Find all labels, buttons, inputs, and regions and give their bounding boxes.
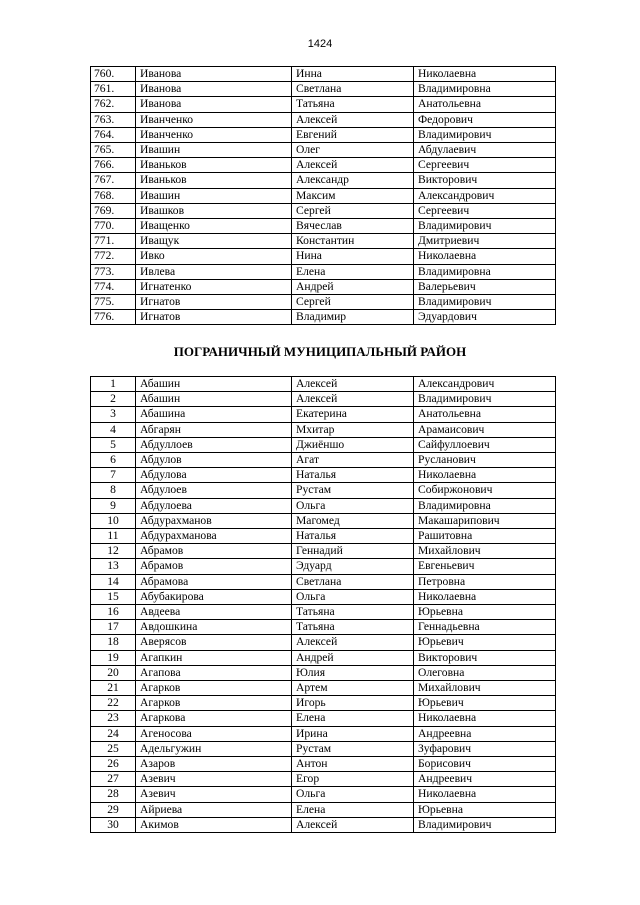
patronymic-cell: Арамаисович (414, 422, 556, 437)
row-number-cell: 18 (91, 635, 136, 650)
surname-cell: Акимов (136, 817, 292, 832)
surname-cell: Абгарян (136, 422, 292, 437)
first-name-cell: Екатерина (292, 407, 414, 422)
surname-cell: Абашина (136, 407, 292, 422)
surname-cell: Аверясов (136, 635, 292, 650)
first-name-cell: Татьяна (292, 620, 414, 635)
table-row (91, 513, 556, 528)
first-name-cell: Сергей (292, 295, 414, 310)
table-row (91, 173, 556, 188)
table-row (91, 437, 556, 452)
row-number-cell: 775. (91, 295, 136, 310)
table-row (91, 726, 556, 741)
row-number-cell: 26 (91, 757, 136, 772)
first-name-cell: Юлия (292, 665, 414, 680)
row-number-cell: 1 (91, 377, 136, 392)
table-row (91, 422, 556, 437)
surname-cell: Азаров (136, 757, 292, 772)
row-number-cell: 762. (91, 97, 136, 112)
table-row (91, 681, 556, 696)
surname-cell: Абдурахманова (136, 529, 292, 544)
table-row (91, 203, 556, 218)
table-row (91, 264, 556, 279)
table-row (91, 279, 556, 294)
patronymic-cell: Федорович (414, 112, 556, 127)
table-row (91, 468, 556, 483)
surname-cell: Абдулоев (136, 483, 292, 498)
surname-cell: Авдеева (136, 605, 292, 620)
row-number-cell: 767. (91, 173, 136, 188)
surname-cell: Ивашин (136, 188, 292, 203)
table-row (91, 407, 556, 422)
table-row (91, 112, 556, 127)
table-row (91, 392, 556, 407)
surname-cell: Агапкин (136, 650, 292, 665)
patronymic-cell: Владимирович (414, 219, 556, 234)
row-number-cell: 5 (91, 437, 136, 452)
row-number-cell: 28 (91, 787, 136, 802)
table-row (91, 529, 556, 544)
surname-cell: Иванова (136, 97, 292, 112)
table-row (91, 453, 556, 468)
surname-cell: Иванова (136, 82, 292, 97)
table-row (91, 143, 556, 158)
first-name-cell: Вячеслав (292, 219, 414, 234)
first-name-cell: Геннадий (292, 544, 414, 559)
patronymic-cell: Борисович (414, 757, 556, 772)
patronymic-cell: Сайфуллоевич (414, 437, 556, 452)
first-name-cell: Ольга (292, 589, 414, 604)
first-name-cell: Алексей (292, 158, 414, 173)
row-number-cell: 29 (91, 802, 136, 817)
table-row (91, 82, 556, 97)
table-row (91, 772, 556, 787)
first-name-cell: Ольга (292, 498, 414, 513)
patronymic-cell: Юрьевич (414, 696, 556, 711)
table-row (91, 787, 556, 802)
first-name-cell: Владимир (292, 310, 414, 325)
table-row (91, 310, 556, 325)
patronymic-cell: Юрьевич (414, 635, 556, 650)
surname-cell: Иваньков (136, 158, 292, 173)
first-name-cell: Сергей (292, 203, 414, 218)
row-number-cell: 19 (91, 650, 136, 665)
table-row (91, 234, 556, 249)
patronymic-cell: Михайлович (414, 544, 556, 559)
patronymic-cell: Николаевна (414, 468, 556, 483)
row-number-cell: 21 (91, 681, 136, 696)
roster-table-2 (90, 376, 556, 833)
first-name-cell: Егор (292, 772, 414, 787)
patronymic-cell: Петровна (414, 574, 556, 589)
patronymic-cell: Сергеевич (414, 158, 556, 173)
table-row (91, 665, 556, 680)
page-number: 1424 (307, 38, 333, 50)
table-row (91, 741, 556, 756)
row-number-cell: 20 (91, 665, 136, 680)
surname-cell: Абдурахманов (136, 513, 292, 528)
row-number-cell: 27 (91, 772, 136, 787)
first-name-cell: Магомед (292, 513, 414, 528)
table-row (91, 589, 556, 604)
surname-cell: Абдулоева (136, 498, 292, 513)
row-number-cell: 22 (91, 696, 136, 711)
first-name-cell: Агат (292, 453, 414, 468)
row-number-cell: 23 (91, 711, 136, 726)
row-number-cell: 3 (91, 407, 136, 422)
first-name-cell: Рустам (292, 741, 414, 756)
patronymic-cell: Викторович (414, 173, 556, 188)
first-name-cell: Светлана (292, 82, 414, 97)
first-name-cell: Алексей (292, 817, 414, 832)
first-name-cell: Андрей (292, 279, 414, 294)
first-name-cell: Ирина (292, 726, 414, 741)
surname-cell: Иванченко (136, 127, 292, 142)
surname-cell: Абрамов (136, 559, 292, 574)
surname-cell: Абрамов (136, 544, 292, 559)
table-row (91, 97, 556, 112)
patronymic-cell: Николаевна (414, 787, 556, 802)
surname-cell: Ивко (136, 249, 292, 264)
row-number-cell: 774. (91, 279, 136, 294)
table-row (91, 635, 556, 650)
first-name-cell: Максим (292, 188, 414, 203)
table-row (91, 249, 556, 264)
roster-table-2-body (91, 377, 556, 833)
first-name-cell: Татьяна (292, 605, 414, 620)
surname-cell: Абубакирова (136, 589, 292, 604)
patronymic-cell: Анатольевна (414, 407, 556, 422)
patronymic-cell: Владимирович (414, 817, 556, 832)
table-row (91, 650, 556, 665)
row-number-cell: 24 (91, 726, 136, 741)
first-name-cell: Нина (292, 249, 414, 264)
first-name-cell: Рустам (292, 483, 414, 498)
row-number-cell: 16 (91, 605, 136, 620)
roster-table-1-body (91, 67, 556, 325)
surname-cell: Адельгужин (136, 741, 292, 756)
row-number-cell: 770. (91, 219, 136, 234)
patronymic-cell: Юрьевна (414, 802, 556, 817)
first-name-cell: Алексей (292, 377, 414, 392)
patronymic-cell: Николаевна (414, 711, 556, 726)
surname-cell: Иващенко (136, 219, 292, 234)
first-name-cell: Елена (292, 264, 414, 279)
table-row (91, 711, 556, 726)
surname-cell: Азевич (136, 787, 292, 802)
surname-cell: Ивашин (136, 143, 292, 158)
table-row (91, 158, 556, 173)
row-number-cell: 4 (91, 422, 136, 437)
first-name-cell: Андрей (292, 650, 414, 665)
patronymic-cell: Евгеньевич (414, 559, 556, 574)
first-name-cell: Наталья (292, 468, 414, 483)
table-row (91, 67, 556, 82)
patronymic-cell: Юрьевна (414, 605, 556, 620)
patronymic-cell: Владимирович (414, 392, 556, 407)
row-number-cell: 25 (91, 741, 136, 756)
first-name-cell: Эдуард (292, 559, 414, 574)
patronymic-cell: Александрович (414, 377, 556, 392)
surname-cell: Азевич (136, 772, 292, 787)
first-name-cell: Джиёншо (292, 437, 414, 452)
patronymic-cell: Абдулаевич (414, 143, 556, 158)
table-row (91, 498, 556, 513)
row-number-cell: 766. (91, 158, 136, 173)
patronymic-cell: Анатольевна (414, 97, 556, 112)
row-number-cell: 10 (91, 513, 136, 528)
first-name-cell: Ольга (292, 787, 414, 802)
table-row (91, 295, 556, 310)
surname-cell: Ивлева (136, 264, 292, 279)
patronymic-cell: Владимирович (414, 127, 556, 142)
row-number-cell: 772. (91, 249, 136, 264)
table-row (91, 544, 556, 559)
row-number-cell: 13 (91, 559, 136, 574)
table-row (91, 377, 556, 392)
surname-cell: Агарков (136, 681, 292, 696)
row-number-cell: 761. (91, 82, 136, 97)
first-name-cell: Константин (292, 234, 414, 249)
first-name-cell: Алексей (292, 392, 414, 407)
surname-cell: Ивашков (136, 203, 292, 218)
row-number-cell: 776. (91, 310, 136, 325)
patronymic-cell: Валерьевич (414, 279, 556, 294)
table-row (91, 802, 556, 817)
row-number-cell: 17 (91, 620, 136, 635)
surname-cell: Игнатов (136, 310, 292, 325)
patronymic-cell: Макашарипович (414, 513, 556, 528)
surname-cell: Абрамова (136, 574, 292, 589)
table-row (91, 696, 556, 711)
surname-cell: Игнатенко (136, 279, 292, 294)
surname-cell: Авдошкина (136, 620, 292, 635)
surname-cell: Иванченко (136, 112, 292, 127)
patronymic-cell: Александрович (414, 188, 556, 203)
table-row (91, 188, 556, 203)
patronymic-cell: Русланович (414, 453, 556, 468)
patronymic-cell: Викторович (414, 650, 556, 665)
first-name-cell: Артем (292, 681, 414, 696)
table-row (91, 817, 556, 832)
surname-cell: Абдулов (136, 453, 292, 468)
surname-cell: Агеносова (136, 726, 292, 741)
first-name-cell: Елена (292, 802, 414, 817)
row-number-cell: 7 (91, 468, 136, 483)
patronymic-cell: Владимировна (414, 82, 556, 97)
surname-cell: Абашин (136, 392, 292, 407)
surname-cell: Игнатов (136, 295, 292, 310)
table-row (91, 483, 556, 498)
patronymic-cell: Николаевна (414, 249, 556, 264)
patronymic-cell: Михайлович (414, 681, 556, 696)
surname-cell: Иващук (136, 234, 292, 249)
row-number-cell: 9 (91, 498, 136, 513)
first-name-cell: Инна (292, 67, 414, 82)
row-number-cell: 30 (91, 817, 136, 832)
first-name-cell: Алексей (292, 635, 414, 650)
first-name-cell: Олег (292, 143, 414, 158)
row-number-cell: 11 (91, 529, 136, 544)
row-number-cell: 6 (91, 453, 136, 468)
first-name-cell: Светлана (292, 574, 414, 589)
first-name-cell: Алексей (292, 112, 414, 127)
row-number-cell: 8 (91, 483, 136, 498)
surname-cell: Абдуллоев (136, 437, 292, 452)
table-row (91, 127, 556, 142)
row-number-cell: 771. (91, 234, 136, 249)
row-number-cell: 769. (91, 203, 136, 218)
first-name-cell: Евгений (292, 127, 414, 142)
patronymic-cell: Геннадьевна (414, 620, 556, 635)
patronymic-cell: Николаевна (414, 67, 556, 82)
surname-cell: Агарков (136, 696, 292, 711)
row-number-cell: 773. (91, 264, 136, 279)
surname-cell: Иванова (136, 67, 292, 82)
table-row (91, 559, 556, 574)
patronymic-cell: Андреевна (414, 726, 556, 741)
table-row (91, 757, 556, 772)
patronymic-cell: Собиржонович (414, 483, 556, 498)
roster-table-1 (90, 66, 556, 325)
row-number-cell: 764. (91, 127, 136, 142)
first-name-cell: Антон (292, 757, 414, 772)
patronymic-cell: Дмитриевич (414, 234, 556, 249)
first-name-cell: Мхитар (292, 422, 414, 437)
patronymic-cell: Андреевич (414, 772, 556, 787)
surname-cell: Абдулова (136, 468, 292, 483)
table-row (91, 620, 556, 635)
row-number-cell: 763. (91, 112, 136, 127)
patronymic-cell: Сергеевич (414, 203, 556, 218)
row-number-cell: 12 (91, 544, 136, 559)
first-name-cell: Татьяна (292, 97, 414, 112)
row-number-cell: 15 (91, 589, 136, 604)
table-row (91, 605, 556, 620)
surname-cell: Абашин (136, 377, 292, 392)
table-row (91, 574, 556, 589)
first-name-cell: Наталья (292, 529, 414, 544)
first-name-cell: Игорь (292, 696, 414, 711)
patronymic-cell: Владимирович (414, 295, 556, 310)
patronymic-cell: Владимировна (414, 264, 556, 279)
patronymic-cell: Зуфарович (414, 741, 556, 756)
patronymic-cell: Николаевна (414, 589, 556, 604)
first-name-cell: Елена (292, 711, 414, 726)
section-heading: ПОГРАНИЧНЫЙ МУНИЦИПАЛЬНЫЙ РАЙОН (173, 344, 467, 359)
surname-cell: Агаркова (136, 711, 292, 726)
patronymic-cell: Рашитовна (414, 529, 556, 544)
surname-cell: Айриева (136, 802, 292, 817)
row-number-cell: 14 (91, 574, 136, 589)
patronymic-cell: Олеговна (414, 665, 556, 680)
first-name-cell: Александр (292, 173, 414, 188)
row-number-cell: 760. (91, 67, 136, 82)
patronymic-cell: Владимировна (414, 498, 556, 513)
patronymic-cell: Эдуардович (414, 310, 556, 325)
surname-cell: Иваньков (136, 173, 292, 188)
table-row (91, 219, 556, 234)
row-number-cell: 2 (91, 392, 136, 407)
row-number-cell: 768. (91, 188, 136, 203)
row-number-cell: 765. (91, 143, 136, 158)
surname-cell: Агапова (136, 665, 292, 680)
